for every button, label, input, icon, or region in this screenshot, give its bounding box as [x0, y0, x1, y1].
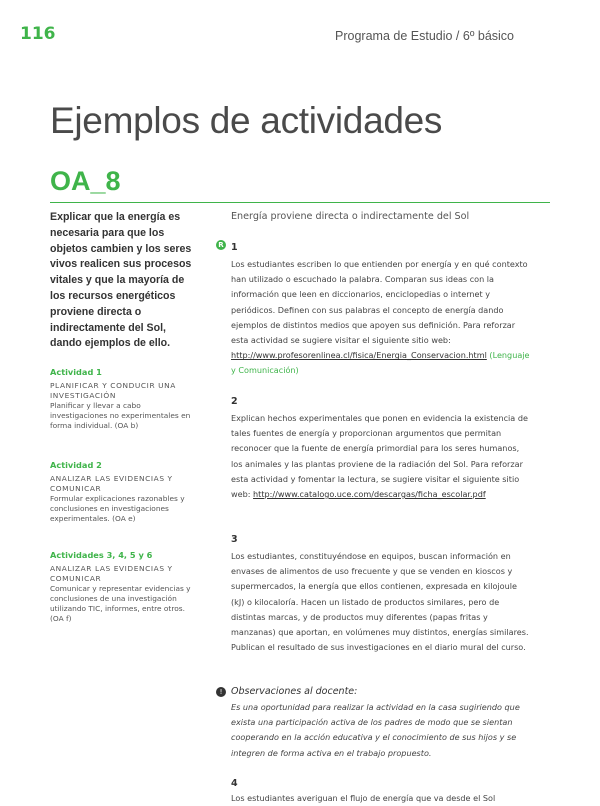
item-number: 3	[231, 534, 238, 545]
activity-2	[50, 460, 200, 524]
activity-description: Comunicar y representar evidencias y conclusiones de una investigación utilizando TIC, informes, entre otros. (OA f)	[50, 584, 191, 623]
activity-skill: ANALIZAR LAS EVIDENCIAS Y COMUNICAR	[50, 564, 173, 583]
item-body: Los estudiantes escriben lo que entienden por energía y en qué contexto han utilizado o escuchado la palabra. Comparan sus ideas con la información que leen en diccionarios, enciclopedias o internet y periódicos. Definen con sus palabras el concepto de energía dando ejemplos de distintos medios que apoyen sus definición. Para reforzar esta actividad se sugiere visitar el siguiente sitio web:	[231, 259, 528, 346]
observation-title: Observaciones al docente:	[231, 686, 358, 697]
program-title: Programa de Estudio / 6º básico	[335, 29, 514, 43]
oa-code: OA_8	[50, 166, 121, 196]
activity-3-6	[50, 550, 200, 624]
header-rule	[50, 202, 550, 203]
observation-text: Es una oportunidad para realizar la actividad en la casa sugiriendo que exista una participación activa de los padres de modo que se sientan cooperando en la acción educativa y el conocimiento de sus hijos y se integren de forma activa en el trabajo propuesto.	[231, 702, 520, 758]
item-number: 4	[231, 778, 238, 789]
activity-skill: ANALIZAR LAS EVIDENCIAS Y COMUNICAR	[50, 474, 173, 493]
item-number: 2	[231, 396, 238, 407]
item-number: 1	[231, 242, 238, 253]
activity-skill: PLANIFICAR Y CONDUCIR UNA INVESTIGACIÓN	[50, 381, 176, 400]
item-link[interactable]: http://www.profesorenlinea.cl/fisica/Energia_Conservacion.html	[231, 350, 487, 361]
item-link[interactable]: http://www.catalogo.uce.com/descargas/ficha_escolar.pdf	[253, 489, 486, 500]
activity-description: Planificar y llevar a cabo investigaciones no experimentales en forma individual. (OA b)	[50, 401, 191, 430]
activity-1	[50, 367, 200, 431]
observation-icon: !	[216, 687, 226, 697]
activity-description: Formular explicaciones razonables y conclusiones en investigaciones experimentales. (OA e)	[50, 494, 185, 523]
page-number: 116	[20, 24, 56, 44]
item-text: Los estudiantes, constituyéndose en equipos, buscan información en envases de alimentos de uso frecuente y que se venden en kioscos y supermercados, la energía que ellos contienen, expresada en kilojoule (kJ) o kilocaloría. Hacen un listado de productos similares, pero de distintas marcas, y de productos muy diferentes (papas fritas y manzanas) que aportan, en volúmenes muy distintos, energías similares. Publican el resultado de sus investigaciones en el diario mural del curso.	[231, 551, 529, 653]
left-column	[50, 210, 200, 623]
item-3	[231, 534, 531, 655]
item-2	[231, 396, 531, 502]
subject-tag: (Lenguaje y Comunicación)	[231, 350, 530, 376]
item-1	[231, 242, 531, 379]
item-text	[231, 257, 531, 379]
activity-label: Actividades 3, 4, 5 y 6	[50, 550, 153, 560]
item-4	[231, 778, 531, 806]
learning-objective: Explicar que la energía es necesaria para que los objetos cambien y los seres vivos realicen sus procesos vitales y que la mayoría de los recursos energéticos proviene directa o indirectamente del Sol, dando ejemplos de ello.	[50, 211, 192, 350]
section-title: Energía proviene directa o indirectamente del Sol	[231, 211, 470, 222]
item-body: Explican hechos experimentales que ponen en evidencia la existencia de tales fuentes de energía y proporcionan argumentos que permitan reconocer que la fuente de energía primordial para los seres humanos, los animales y las plantas proviene de la radiación del Sol. Para reforzar esta actividad y fomentar la lectura, se sugiere visitar el siguiente sitio web:	[231, 413, 528, 500]
page-title: Ejemplos de actividades	[50, 100, 443, 141]
r-icon: R	[216, 240, 226, 250]
activity-label: Actividad 1	[50, 367, 102, 377]
item-text	[231, 411, 531, 502]
activity-label: Actividad 2	[50, 460, 102, 470]
item-text: Los estudiantes averiguan el flujo de energía que va desde el Sol	[231, 793, 496, 803]
